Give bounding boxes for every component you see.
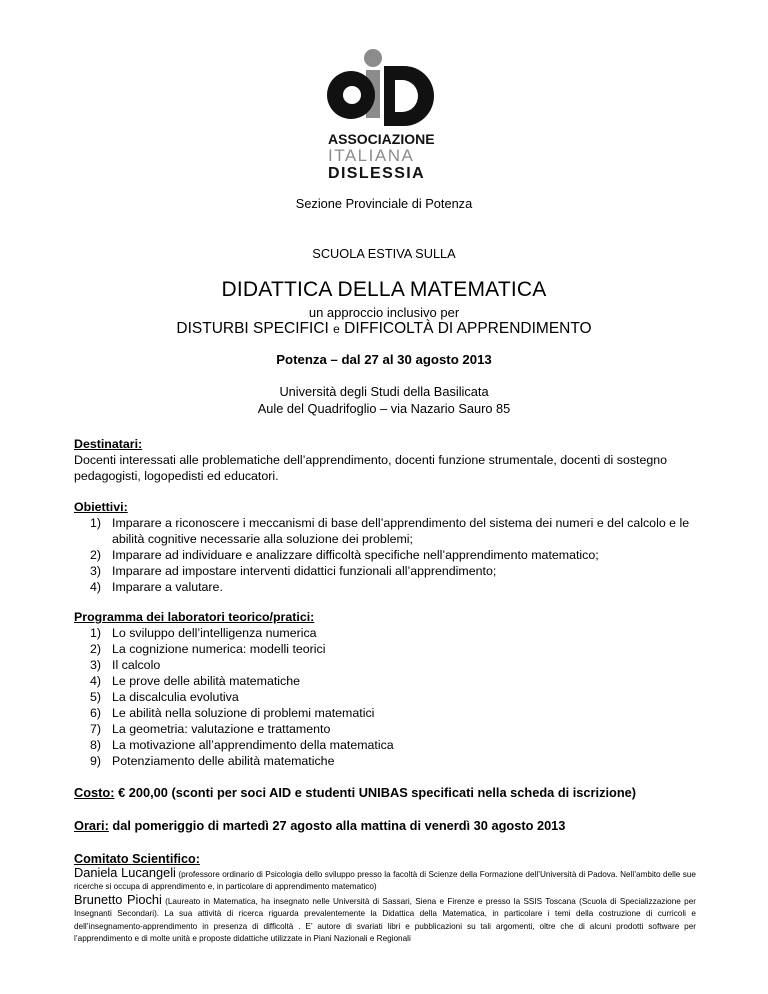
disorders-part2: DIFFICOLTÀ DI APPRENDIMENTO (344, 320, 592, 337)
disorders-conj: e (333, 322, 340, 336)
venue-university: Università degli Studi della Basilicata (279, 384, 489, 399)
comitato-heading: Comitato Scientifico: (74, 852, 200, 866)
logo-dot-icon (364, 49, 382, 67)
logo-line1: ASSOCIAZIONE (328, 131, 435, 147)
orari-line (74, 818, 565, 833)
committee-member (74, 867, 696, 894)
programma-heading: Programma dei laboratori teorico/pratici: (74, 610, 315, 624)
list-item: 5) La discalculia evolutiva (90, 690, 239, 704)
destinatari-section (74, 436, 699, 484)
programma-section (74, 609, 699, 769)
member-name: Daniela Lucangeli (74, 865, 176, 880)
logo-line2: ITALIANA (328, 146, 415, 165)
approach-line: un approccio inclusivo per (308, 305, 460, 320)
member-bio: (professore ordinario di Psicologia dello sviluppo presso la facoltà di Scienze della Formazione dell’Università di Padova. Nell’ambito delle sue ricerche si occupa di apprendimento e, in particolare di apprendimento matematico) (74, 870, 696, 892)
disorders-line (0, 320, 768, 338)
obiettivi-section (74, 499, 699, 595)
page-title: DIDATTICA DELLA MATEMATICA (221, 278, 547, 301)
costo-label: Costo: (74, 785, 115, 800)
aid-logo-mark (306, 40, 466, 180)
section-name: Sezione Provinciale di Potenza (295, 196, 473, 211)
intro-line: SCUOLA ESTIVA SULLA (312, 246, 456, 261)
list-item: 1) Imparare a riconoscere i meccanismi di base dell’apprendimento del sistema dei numeri e del calcolo e le abilità cognitive necessarie alla soluzione dei problemi; (90, 516, 690, 546)
list-item: 2) La cognizione numerica: modelli teorici (90, 642, 326, 656)
list-item: 4) Imparare a valutare. (90, 580, 223, 594)
list-item: 2) Imparare ad individuare e analizzare difficoltà specifiche nell’apprendimento matematico; (90, 548, 599, 562)
committee-member (74, 891, 696, 946)
list-item: 6) Le abilità nella soluzione di problemi matematici (90, 706, 375, 720)
aid-logo (0, 40, 768, 188)
logo-line3: DISLESSIA (328, 165, 426, 180)
list-item: 7) La geometria: valutazione e trattamento (90, 722, 331, 736)
list-item: 3) Il calcolo (90, 658, 161, 672)
obiettivi-heading: Obiettivi: (74, 500, 128, 514)
comitato-section (74, 851, 696, 945)
list-item: 3) Imparare ad impostare interventi didattici funzionali all’apprendimento; (90, 564, 497, 578)
venue-address: Aule del Quadrifoglio – via Nazario Sauro 85 (257, 401, 511, 416)
list-item: 9) Potenziamento delle abilità matematiche (90, 754, 335, 768)
list-item: 4) Le prove delle abilità matematiche (90, 674, 301, 688)
list-item: 8) La motivazione all’apprendimento della matematica (90, 738, 394, 752)
orari-text: dal pomeriggio di martedì 27 agosto alla mattina di venerdì 30 agosto 2013 (112, 818, 566, 833)
costo-line (74, 785, 636, 800)
member-name: Brunetto Piochi (74, 891, 162, 907)
costo-text: € 200,00 (sconti per soci AID e studenti UNIBAS specificati nella scheda di iscrizione) (118, 785, 637, 800)
disorders-part1: DISTURBI SPECIFICI (176, 320, 329, 337)
orari-label: Orari: (74, 818, 109, 833)
destinatari-text: Docenti interessati alle problematiche dell’apprendimento, docenti funzione strumentale, docenti di sostegno pedagogisti, logopedisti ed educatori. (74, 453, 668, 483)
destinatari-heading: Destinatari: (74, 437, 143, 451)
event-dates: Potenza – dal 27 al 30 agosto 2013 (276, 352, 492, 367)
member-bio: (Laureato in Matematica, ha insegnato nelle Università di Sassari, Siena e Firenze e presso la SSIS Toscana (Scuola di Specializzazione per Insegnanti Secondari). La sua attività di ricerca riguarda prevalentemente la Didattica della Matematica, in particolare i temi della costruzione di curricoli e dell’insegnamento-apprendimento in presenza di difficoltà . E’ autore di svariati libri e pubblicazioni su tali argomenti, oltre che di alcuni prodotti software per l’apprendimento e di molte unità e proposte didattiche utilizzate in Piani Nazionali e Regionali (74, 896, 696, 944)
list-item: 1) Lo sviluppo dell’intelligenza numerica (90, 626, 317, 640)
obiettivi-list (74, 515, 699, 595)
programma-list (74, 625, 699, 769)
